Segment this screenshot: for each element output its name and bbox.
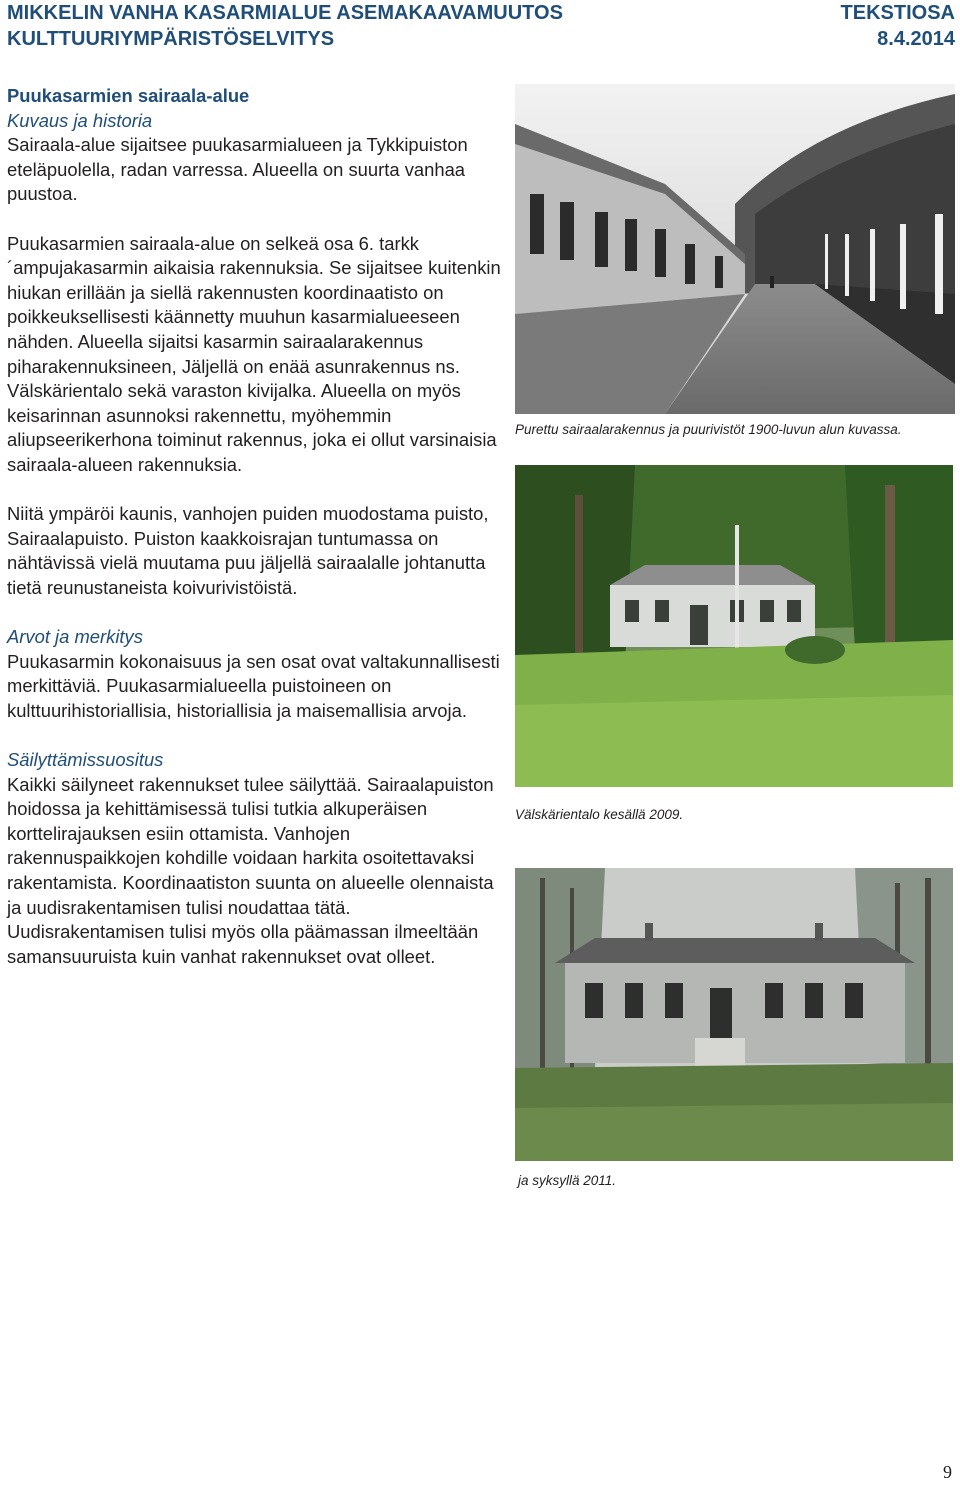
paragraph-values: Puukasarmin kokonaisuus ja sen osat ovat valtakunnallisesti merkittäviä. Puukasarmialueella puistoineen on kulttuurihistoriallisia, historiallisia ja maisemallisia arvoja. <box>7 650 500 721</box>
subheading-recommendation: Säilyttämissuositus <box>7 749 164 771</box>
document-title-line2: KULTTUURIYMPÄRISTÖSELVITYS <box>7 28 335 50</box>
page-number: 9 <box>943 1462 952 1482</box>
document-part-label: TEKSTIOSA <box>840 2 955 24</box>
caption-historic-photo: Purettu sairaalarakennus ja puurivistöt 1900-luvun alun kuvassa. <box>515 422 902 437</box>
main-text-column <box>7 84 502 969</box>
paragraph-location: Sairaala-alue sijaitsee puukasarmialueen ja Tykkipuiston eteläpuolella, radan varressa. Alueella on suurta vanhaa puustoa. <box>7 134 468 205</box>
paragraph-history: Puukasarmien sairaala-alue on selkeä osa 6. tarkk´ampujakasarmin aikaisia rakennuksia. Se sijaitsee kuitenkin hiukan erillään ja siellä rakennusten koordinaatisto on poikkeuksellisesti käännetty muuhun kasarmialueeseen nähden. Alueella sijaitsi kasarmin sairaalarakennus piharakennuksineen, Jäljellä on enää asunrakennus ns. Välskärientalo sekä varaston kivijalka. Alueella on myös keisarinnan asunnoksi rakennettu, myöhemmin aliupseerikerhona toiminut rakennus, joka ei ollut varsinaisia sairaala-alueen rakennuksia. <box>7 232 501 475</box>
page-header <box>7 0 955 60</box>
caption-summer-photo: Välskärientalo kesällä 2009. <box>515 807 684 822</box>
section-title: Puukasarmien sairaala-alue <box>7 85 250 106</box>
valskarientalo-summer-photo <box>515 465 953 787</box>
subheading-values: Arvot ja merkitys <box>7 626 143 648</box>
document-title-line1: MIKKELIN VANHA KASARMIALUE ASEMAKAAVAMUUTOS <box>7 2 563 24</box>
paragraph-recommendation: Kaikki säilyneet rakennukset tulee säilyttää. Sairaalapuiston hoidossa ja kehittämisessä tulisi tutkia alkuperäisen korttelirajauksen esiin ottamista. Vanhojen rakennuspaikkojen kohdille voidaan harkita osoitettavaksi rakentamista. Koordinaatiston suunta on alueelle olennaista ja uudisrakentamisen tulisi noudattaa tätä. Uudisrakentamisen tulisi myös olla päämassan ilmeeltään samansuuruista kuin vanhat rakennukset ovat olleet. <box>7 773 494 967</box>
subheading-description-history: Kuvaus ja historia <box>7 109 153 131</box>
caption-autumn-photo: ja syksyllä 2011. <box>518 1173 617 1188</box>
document-date: 8.4.2014 <box>877 28 955 50</box>
valskarientalo-autumn-photo <box>515 868 953 1161</box>
paragraph-park: Niitä ympäröi kaunis, vanhojen puiden muodostama puisto, Sairaalapuisto. Puiston kaakkoisrajan tuntumassa on nähtävissä vielä muutama puu jäljellä sairaalalle johtanutta tietä reunustaneista koivurivistöistä. <box>7 503 489 598</box>
historic-hospital-photo <box>515 84 955 414</box>
